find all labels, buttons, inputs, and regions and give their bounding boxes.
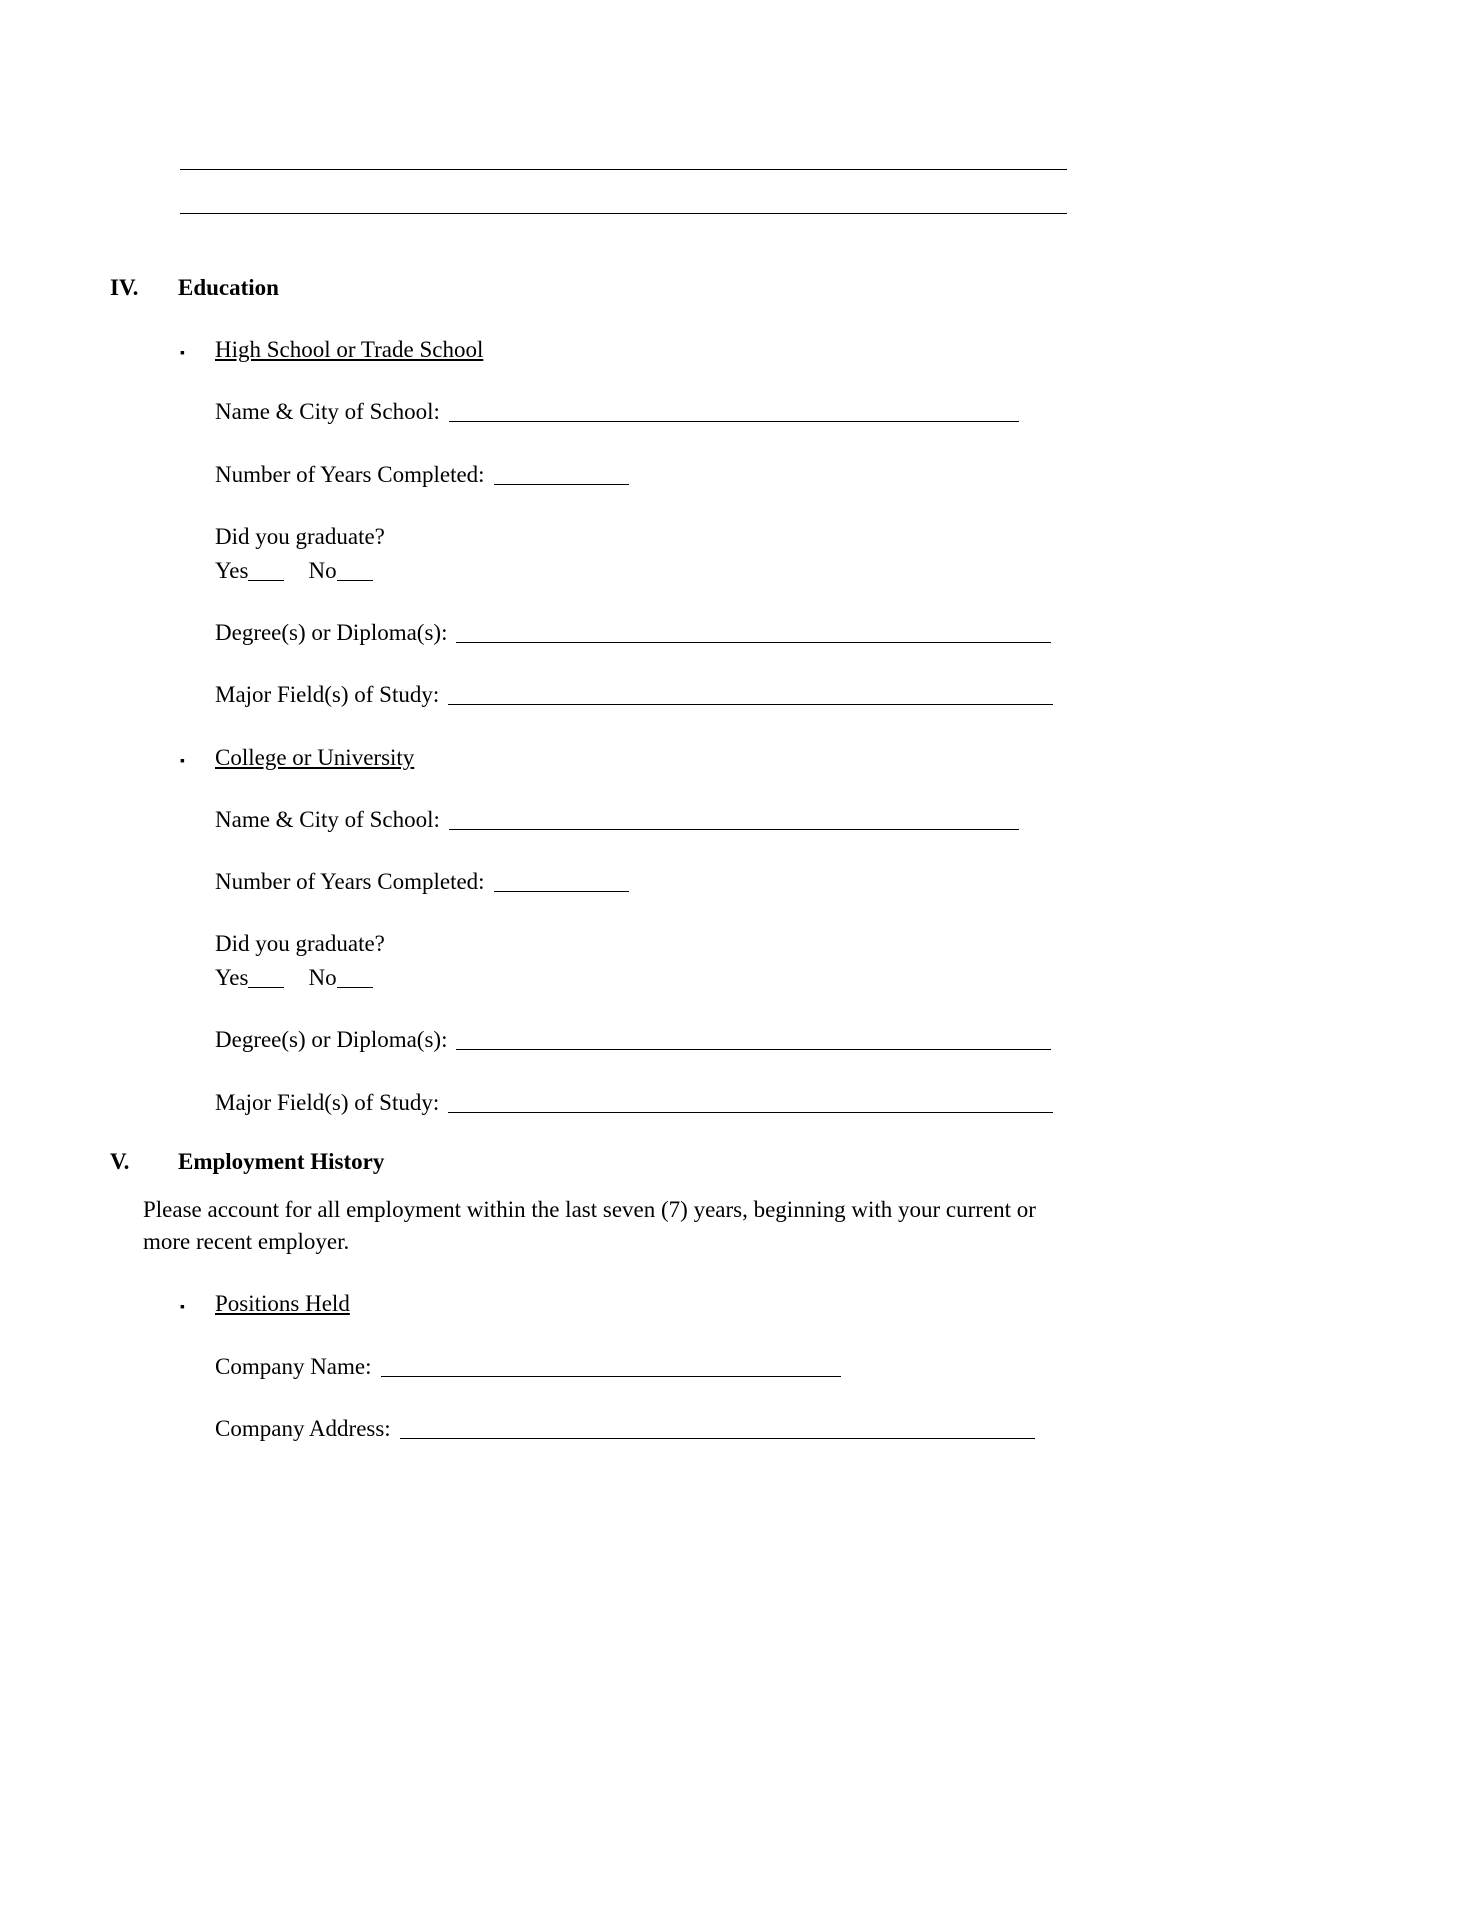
yes-check-line[interactable] bbox=[248, 965, 284, 988]
degrees-input-line[interactable] bbox=[456, 620, 1051, 643]
field-label: Name & City of School: bbox=[215, 806, 440, 832]
field-row-major bbox=[215, 679, 1424, 711]
section-heading-employment-history bbox=[110, 1146, 1424, 1178]
yes-label: Yes bbox=[215, 557, 249, 583]
field-label: Did you graduate? bbox=[215, 523, 385, 549]
field-label: Did you graduate? bbox=[215, 931, 385, 957]
no-label: No bbox=[308, 557, 337, 583]
section-number: IV. bbox=[110, 275, 139, 300]
bullet-icon: ▪ bbox=[180, 346, 185, 362]
subsection-heading-high-school: High School or Trade School bbox=[215, 337, 484, 363]
yes-label: Yes bbox=[215, 965, 249, 991]
section-number: V. bbox=[110, 1148, 130, 1174]
field-row-company-name bbox=[215, 1351, 1424, 1383]
section-title: Education bbox=[178, 275, 279, 300]
name-city-input-line[interactable] bbox=[449, 807, 1019, 830]
field-row-company-address bbox=[215, 1413, 1424, 1445]
bullet-icon: ▪ bbox=[180, 1300, 185, 1316]
graduate-question-block bbox=[215, 521, 1424, 587]
major-input-line[interactable] bbox=[448, 1090, 1053, 1113]
no-label: No bbox=[308, 965, 337, 991]
company-name-input-line[interactable] bbox=[381, 1354, 841, 1377]
yes-check-line[interactable] bbox=[248, 558, 284, 581]
yes-no-row bbox=[215, 962, 1424, 994]
blank-write-in-line[interactable] bbox=[180, 168, 1067, 170]
degrees-input-line[interactable] bbox=[456, 1027, 1051, 1050]
subsection-heading-college: College or University bbox=[215, 744, 415, 770]
field-label: Degree(s) or Diploma(s): bbox=[215, 620, 448, 646]
subsection-heading-row bbox=[180, 334, 1424, 366]
field-row-name-city bbox=[215, 396, 1424, 428]
field-label: Name & City of School: bbox=[215, 399, 440, 425]
field-row-years-completed bbox=[215, 866, 1424, 898]
graduate-question-block bbox=[215, 928, 1424, 994]
field-row-degrees bbox=[215, 617, 1424, 649]
blank-write-in-line[interactable] bbox=[180, 212, 1067, 214]
no-check-line[interactable] bbox=[337, 558, 373, 581]
subsection-heading-row bbox=[180, 1288, 1424, 1320]
field-label: Number of Years Completed: bbox=[215, 868, 485, 894]
subsection-heading-row bbox=[180, 742, 1424, 774]
field-label: Number of Years Completed: bbox=[215, 461, 485, 487]
field-label: Company Name: bbox=[215, 1353, 372, 1379]
major-input-line[interactable] bbox=[448, 682, 1053, 705]
years-completed-input-line[interactable] bbox=[494, 869, 629, 892]
field-label: Degree(s) or Diploma(s): bbox=[215, 1027, 448, 1053]
field-label: Company Address: bbox=[215, 1415, 391, 1441]
bullet-icon: ▪ bbox=[180, 753, 185, 769]
no-check-line[interactable] bbox=[337, 965, 373, 988]
employment-intro-paragraph: Please account for all employment within the last seven (7) years, beginning with your current or more recent employer. bbox=[143, 1197, 1036, 1255]
field-row-years-completed bbox=[215, 459, 1424, 491]
name-city-input-line[interactable] bbox=[449, 399, 1019, 422]
years-completed-input-line[interactable] bbox=[494, 462, 629, 485]
company-address-input-line[interactable] bbox=[400, 1416, 1035, 1439]
field-label: Major Field(s) of Study: bbox=[215, 1089, 440, 1115]
field-row-degrees bbox=[215, 1024, 1424, 1056]
field-label: Major Field(s) of Study: bbox=[215, 682, 440, 708]
field-row-major bbox=[215, 1087, 1424, 1119]
section-title: Employment History bbox=[178, 1148, 385, 1174]
yes-no-row bbox=[215, 555, 1424, 587]
section-heading-education bbox=[110, 272, 1424, 304]
field-row-name-city bbox=[215, 804, 1424, 836]
subsection-heading-positions-held: Positions Held bbox=[215, 1291, 350, 1317]
